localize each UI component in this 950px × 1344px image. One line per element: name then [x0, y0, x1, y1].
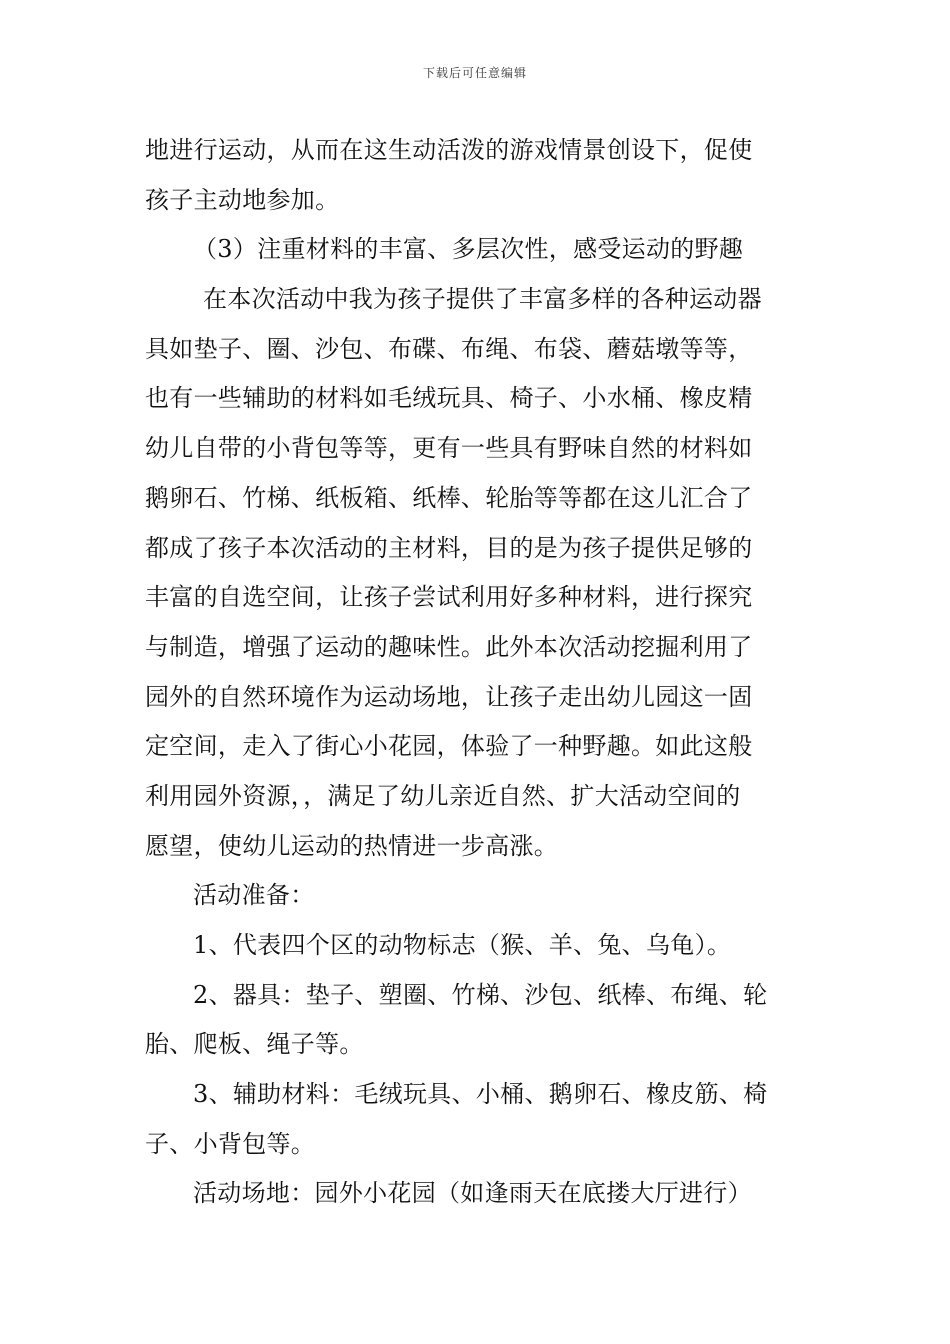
body-line: 都成了孩子本次活动的主材料，目的是为孩子提供足够的	[145, 533, 753, 562]
section-heading: 活动准备：	[193, 881, 315, 910]
body-line: 幼儿自带的小背包等等，更有一些具有野味自然的材料如	[145, 434, 753, 463]
body-line: 利用园外资源，，满足了幼儿亲近自然、扩大活动空间的	[145, 781, 741, 810]
list-item-continuation: 胎、爬板、绳子等。	[145, 1030, 364, 1059]
body-line: 在本次活动中我为孩子提供了丰富多样的各种运动器	[203, 285, 762, 314]
body-line: 园外的自然环境作为运动场地，让孩子走出幼儿园这一固	[145, 682, 753, 711]
list-item: 2、器具：垫子、塑圈、竹梯、沙包、纸棒、布绳、轮	[193, 980, 768, 1009]
section-heading: 活动场地：园外小花园（如逢雨天在底搂大厅进行）	[193, 1179, 752, 1208]
body-line: 地进行运动，从而在这生动活泼的游戏情景创设下，促使	[145, 136, 753, 164]
body-line: 定空间，走入了街心小花园，体验了一种野趣。如此这般	[145, 732, 753, 761]
body-line: 鹅卵石、竹梯、纸板箱、纸棒、轮胎等等都在这儿汇合了	[145, 483, 753, 512]
body-line: 具如垫子、圈、沙包、布碟、布绳、布袋、蘑菇墩等等，	[145, 334, 753, 363]
body-line: 丰富的自选空间，让孩子尝试利用好多种材料，进行探究	[145, 583, 753, 612]
list-item: 1、代表四个区的动物标志（猴、羊、兔、乌龟）。	[193, 931, 732, 959]
page-header: 下载后可任意编辑	[422, 66, 527, 80]
body-line: 孩子主动地参加。	[145, 185, 340, 214]
document-body	[145, 126, 810, 1219]
list-item-continuation: 子、小背包等。	[145, 1129, 316, 1158]
body-line: 也有一些辅助的材料如毛绒玩具、椅子、小水桶、橡皮精	[145, 384, 753, 413]
body-line: 愿望，使幼儿运动的热情进一步高涨。	[145, 831, 559, 860]
list-item: 3、辅助材料：毛绒玩具、小桶、鹅卵石、橡皮筋、椅	[193, 1080, 768, 1109]
body-line: 与制造，增强了运动的趣味性。此外本次活动挖掘利用了	[145, 632, 753, 661]
section-heading: （3）注重材料的丰富、多层次性，感受运动的野趣	[193, 235, 744, 264]
